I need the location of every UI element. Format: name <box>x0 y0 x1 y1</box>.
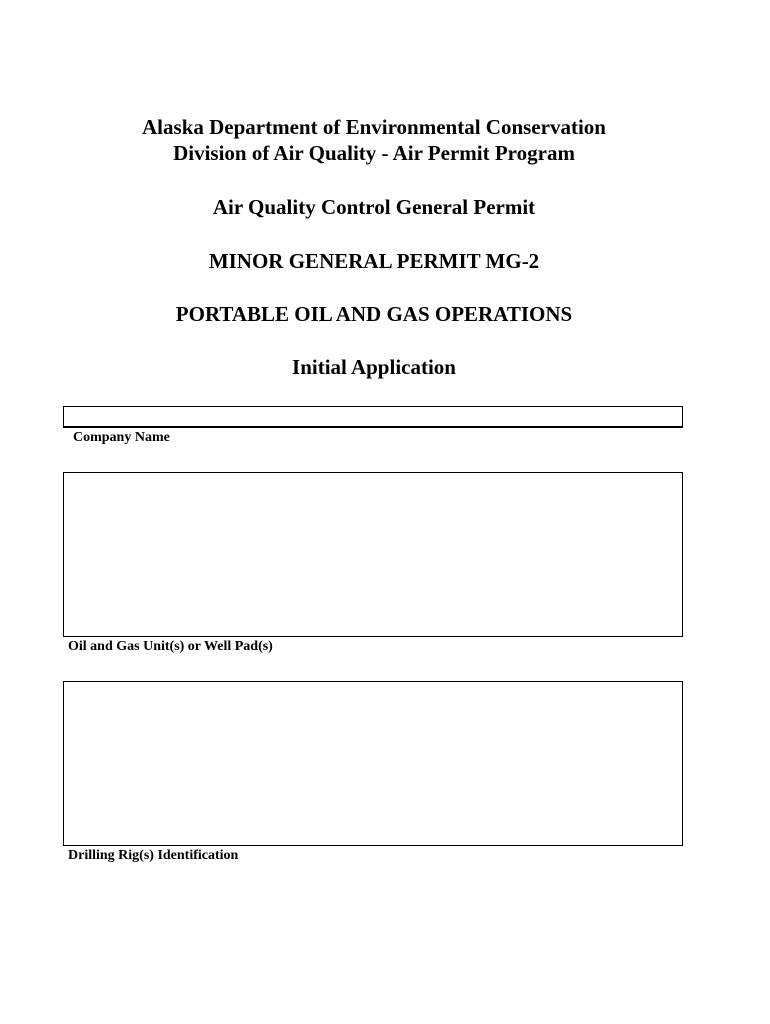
drilling-rigs-field[interactable] <box>63 681 683 846</box>
application-type-title: Initial Application <box>292 355 456 379</box>
operations-title: PORTABLE OIL AND GAS OPERATIONS <box>175 302 573 326</box>
oil-gas-units-label: Oil and Gas Unit(s) or Well Pad(s) <box>68 639 273 654</box>
oil-gas-units-field[interactable] <box>63 472 683 637</box>
agency-title: Alaska Department of Environmental Conservation <box>142 115 606 139</box>
permit-type-title: Air Quality Control General Permit <box>212 195 536 219</box>
company-name-field[interactable] <box>63 406 683 428</box>
drilling-rigs-label: Drilling Rig(s) Identification <box>68 848 239 863</box>
company-name-label: Company Name <box>73 430 170 445</box>
permit-name-title: MINOR GENERAL PERMIT MG-2 <box>208 249 540 273</box>
division-title: Division of Air Quality - Air Permit Program <box>173 141 575 165</box>
